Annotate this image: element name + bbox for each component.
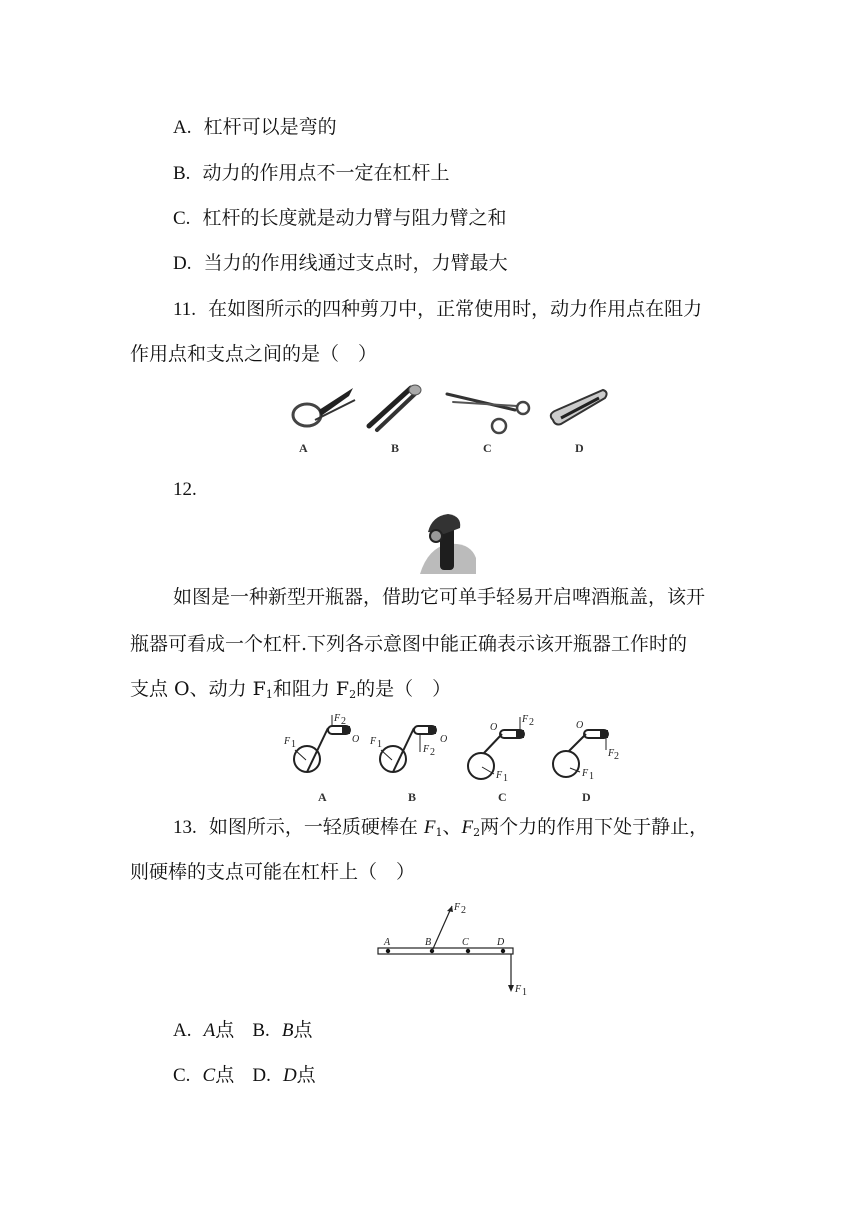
- svg-text:F: F: [423, 744, 430, 755]
- f2-label: F: [454, 902, 461, 913]
- lever-bar: [378, 948, 513, 954]
- lever-diagram: [370, 896, 540, 1000]
- option-a: A. 杠杆可以是弯的: [173, 116, 337, 138]
- scissors-figure: [285, 380, 625, 460]
- q12-number: 12.: [173, 479, 197, 500]
- svg-text:1: 1: [377, 739, 382, 750]
- svg-text:O: O: [352, 734, 360, 745]
- option-c: C. 杠杆的长度就是动力臂与阻力臂之和: [173, 207, 507, 229]
- q11-line1: 11. 在如图所示的四种剪刀中，正常使用时，动力作用点在阻力: [173, 298, 703, 320]
- option-d: D. 当力的作用线通过支点时，力臂最大: [173, 252, 508, 274]
- scissors-label-c: C: [483, 441, 492, 455]
- q13-line2: 则硬棒的支点可能在杠杆上（ ）: [130, 861, 416, 883]
- scissors-label-d: D: [575, 441, 584, 455]
- svg-text:1: 1: [503, 773, 508, 784]
- option-b: B. 动力的作用点不一定在杠杆上: [173, 162, 450, 184]
- scissors-a-image: [293, 388, 355, 426]
- svg-text:O: O: [490, 722, 498, 733]
- point-c-dot: [466, 949, 470, 953]
- q12-para3: 支点 O、动力 $F_1$和阻力 $F_2$的是（ ）: [130, 678, 452, 701]
- svg-text:1: 1: [291, 739, 296, 750]
- svg-text:F: F: [522, 714, 529, 725]
- opener-diagram-b: [369, 726, 447, 772]
- svg-text:O: O: [576, 720, 584, 731]
- point-b-label: B: [425, 937, 432, 948]
- f2-arrow: [432, 906, 452, 951]
- svg-text:O: O: [440, 734, 448, 745]
- point-c-label: C: [462, 937, 469, 948]
- svg-text:F: F: [334, 713, 341, 724]
- opener-label-c: C: [498, 790, 507, 804]
- opener-diagram-c: [468, 714, 534, 784]
- svg-text:2: 2: [461, 905, 466, 916]
- scissors-b-image: [369, 385, 421, 430]
- opener-diagrams: [280, 712, 620, 804]
- q13-line1: 13. 如图所示，一轻质硬棒在 $F_1$、$F_2$两个力的作用下处于静止，: [173, 816, 709, 839]
- point-d-dot: [501, 949, 505, 953]
- opener-diagram-d: [553, 720, 619, 782]
- opener-label-a: A: [318, 790, 327, 804]
- scissors-label-b: B: [391, 441, 400, 455]
- f1-label: F: [515, 984, 522, 995]
- q13-options-row2: C. C点 D. D点: [173, 1064, 316, 1086]
- svg-text:2: 2: [614, 751, 619, 762]
- scissors-d-image: [551, 390, 607, 425]
- svg-text:1: 1: [522, 987, 527, 998]
- svg-text:F: F: [370, 736, 377, 747]
- point-d-label: D: [497, 937, 505, 948]
- svg-text:1: 1: [589, 771, 594, 782]
- opener-label-d: D: [582, 790, 591, 804]
- q13-options-row1: A. A点 B. B点: [173, 1019, 313, 1041]
- point-a-label: A: [384, 937, 391, 948]
- point-a-dot: [386, 949, 390, 953]
- svg-text:F: F: [582, 768, 589, 779]
- q12-para1: 如图是一种新型开瓶器，借助它可单手轻易开启啤酒瓶盖，该开: [173, 586, 706, 608]
- svg-text:F: F: [284, 736, 291, 747]
- bottle-opener-photo: [414, 508, 480, 576]
- scissors-c-image: [447, 394, 529, 433]
- opener-diagram-a: [283, 713, 359, 772]
- scissors-label-a: A: [299, 441, 308, 455]
- svg-text:2: 2: [341, 716, 346, 727]
- q12-para2: 瓶器可看成一个杠杆.下列各示意图中能正确表示该开瓶器工作时的: [130, 633, 688, 655]
- opener-label-b: B: [408, 790, 417, 804]
- q11-line2: 作用点和支点之间的是（ ）: [130, 343, 378, 365]
- svg-text:F: F: [496, 770, 503, 781]
- svg-text:2: 2: [529, 717, 534, 728]
- svg-text:F: F: [608, 748, 615, 759]
- svg-text:2: 2: [430, 747, 435, 758]
